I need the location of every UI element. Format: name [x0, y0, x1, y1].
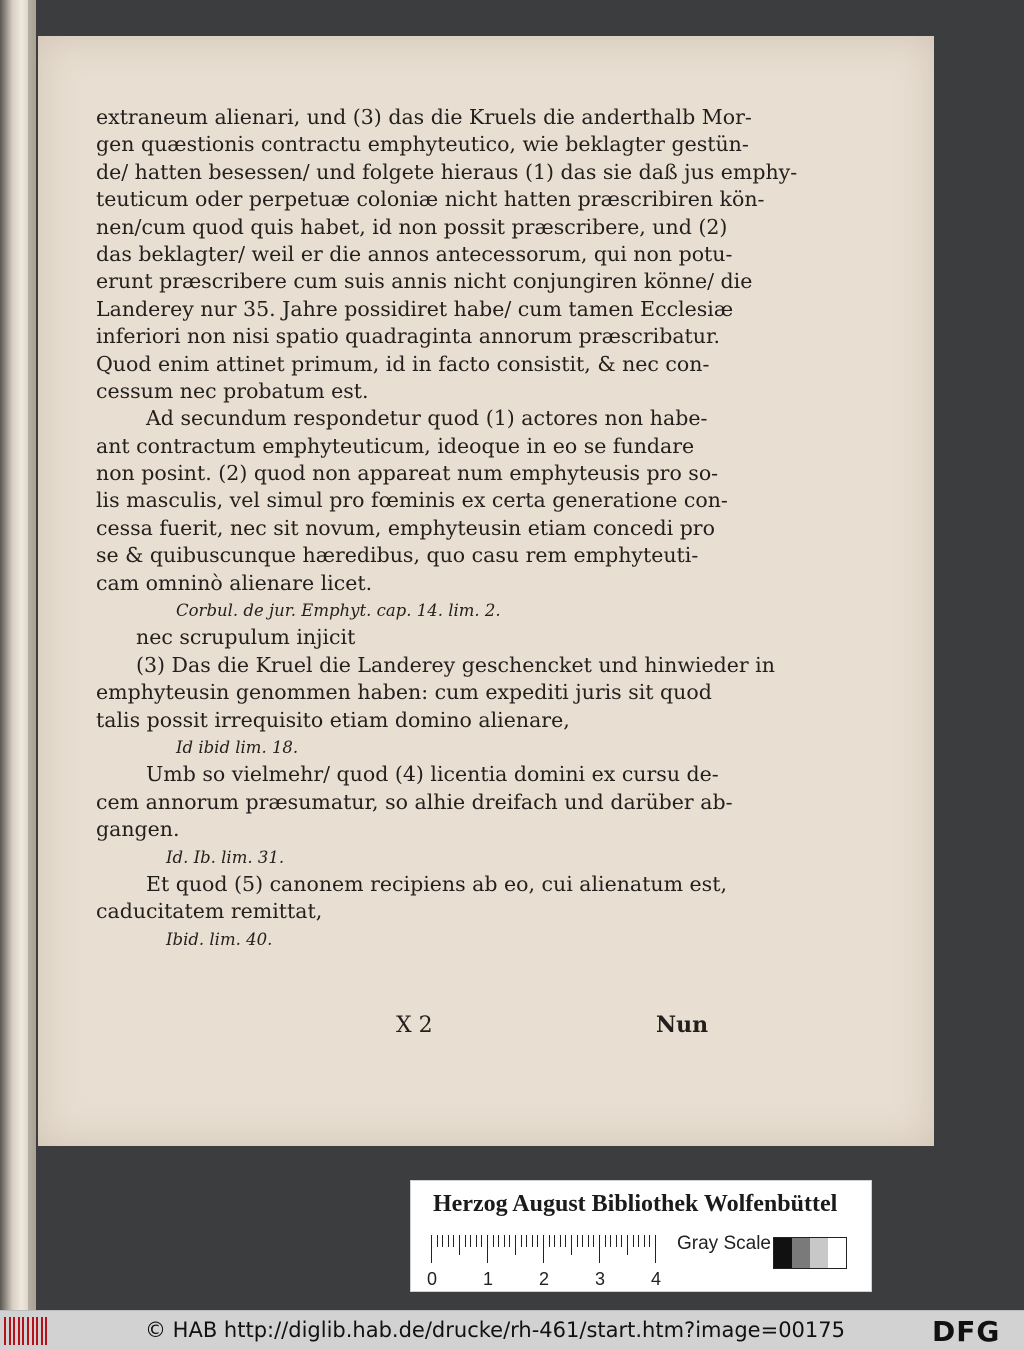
- catchword: Nun: [656, 1012, 709, 1038]
- text-line: nec scrupulum injicit: [136, 625, 356, 650]
- ruler-tick: [638, 1235, 639, 1247]
- ruler-tick: [509, 1235, 510, 1247]
- ruler-number: 4: [651, 1269, 662, 1289]
- book-spine-edge: [28, 0, 36, 1310]
- library-title: Herzog August Bibliothek Wolfenbüttel: [433, 1191, 838, 1217]
- ruler-number: 1: [483, 1269, 494, 1289]
- ruler-tick: [515, 1235, 516, 1255]
- text-line: de/ hatten besessen/ und folgete hieraus (1) das sie daß jus emphy-: [96, 159, 798, 184]
- ruler-tick: [498, 1235, 499, 1247]
- ruler-tick: [476, 1235, 477, 1247]
- logo-bar: [22, 1317, 24, 1345]
- text-line: teuticum oder perpetuæ coloniæ nicht hatten præscribiren kön-: [96, 187, 765, 212]
- ruler-tick: [543, 1235, 544, 1263]
- ruler-tick: [588, 1235, 589, 1247]
- text-line: nen/cum quod quis habet, id non possit præscribere, und (2): [96, 214, 728, 239]
- text-line: emphyteusin genommen haben: cum expediti juris sit quod: [96, 680, 712, 705]
- text-line: gangen.: [96, 817, 180, 842]
- text-line: Ad secundum respondetur quod (1) actores non habe-: [146, 406, 708, 431]
- text-line: talis possit irrequisito etiam domino alienare,: [96, 707, 570, 732]
- gray-scale-label: Gray Scale: [677, 1233, 771, 1254]
- citation: Id ibid lim. 18.: [176, 737, 299, 757]
- ruler-tick: [554, 1235, 555, 1247]
- ruler-tick: [644, 1235, 645, 1247]
- swatch: [774, 1238, 792, 1268]
- ruler-tick: [621, 1235, 622, 1247]
- ruler-tick: [521, 1235, 522, 1247]
- text-line: extraneum alienari, und (3) das die Kruels die anderthalb Mor-: [96, 105, 752, 129]
- swatch: [792, 1238, 810, 1268]
- scale-card: [410, 1180, 872, 1292]
- gray-scale-swatches: [773, 1237, 847, 1269]
- ruler-tick: [537, 1235, 538, 1247]
- ruler-number: 3: [595, 1269, 606, 1289]
- logo-bar: [45, 1317, 47, 1345]
- page-footer: [96, 1012, 716, 1042]
- logo-bar: [27, 1317, 29, 1345]
- ruler-tick: [610, 1235, 611, 1247]
- copyright-url: © HAB http://diglib.hab.de/drucke/rh-461/start.htm?image=00175: [145, 1318, 846, 1342]
- ruler-tick: [582, 1235, 583, 1247]
- ruler-tick: [448, 1235, 449, 1247]
- ruler-tick: [442, 1235, 443, 1247]
- ruler-tick: [627, 1235, 628, 1255]
- viewer-footer-bar: [0, 1310, 1024, 1350]
- logo-bar: [32, 1317, 34, 1345]
- citation: Corbul. de jur. Emphyt. cap. 14. lim. 2.: [176, 601, 501, 621]
- swatch: [810, 1238, 828, 1268]
- ruler-tick: [532, 1235, 533, 1247]
- ruler-tick: [470, 1235, 471, 1247]
- ruler-tick: [565, 1235, 566, 1247]
- ruler-tick: [571, 1235, 572, 1255]
- text-line: cessum nec probatum est.: [96, 378, 369, 403]
- ruler-tick: [504, 1235, 505, 1247]
- text-line: cem annorum præsumatur, so alhie dreifach und darüber ab-: [96, 789, 733, 814]
- signature-mark: X 2: [396, 1013, 433, 1038]
- text-line: gen quæstionis contractu emphyteutico, wie beklagter gestün-: [96, 132, 749, 157]
- text-line: cessa fuerit, nec sit novum, emphyteusin etiam concedi pro: [96, 515, 715, 540]
- text-line: (3) Das die Kruel die Landerey geschencket und hinwieder in: [136, 652, 775, 677]
- text-line: Umb so vielmehr/ quod (4) licentia domini ex cursu de-: [146, 762, 719, 787]
- text-line: caducitatem remittat,: [96, 899, 323, 924]
- ruler-number: 0: [427, 1269, 438, 1289]
- text-line: Et quod (5) canonem recipiens ab eo, cui alienatum est,: [146, 871, 727, 896]
- citation: Id. Ib. lim. 31.: [166, 847, 285, 867]
- text-line: se & quibuscunque hæredibus, quo casu rem emphyteuti-: [96, 543, 699, 568]
- swatch: [828, 1238, 846, 1268]
- text-line: cam omninò alienare licet.: [96, 570, 373, 595]
- ruler-tick: [526, 1235, 527, 1247]
- ruler-tick: [605, 1235, 606, 1247]
- logo-bar: [18, 1317, 20, 1345]
- ruler-tick: [655, 1235, 656, 1263]
- ruler-tick: [487, 1235, 488, 1263]
- text-line: inferiori non nisi spatio quadraginta annorum præscribatur.: [96, 324, 721, 349]
- logo-bar: [36, 1317, 38, 1345]
- text-line: ant contractum emphyteuticum, ideoque in eo se fundare: [96, 433, 695, 458]
- ruler-tick: [560, 1235, 561, 1247]
- ruler-tick: [577, 1235, 578, 1247]
- ruler-tick: [599, 1235, 600, 1263]
- ruler-tick: [593, 1235, 594, 1247]
- ruler: [427, 1235, 671, 1289]
- text-line: lis masculis, vel simul pro fœminis ex certa generatione con-: [96, 488, 728, 513]
- ruler-tick: [549, 1235, 550, 1247]
- hab-barcode-logo-icon: [4, 1317, 48, 1345]
- logo-bar: [4, 1317, 6, 1345]
- text-line: Quod enim attinet primum, id in facto consistit, & nec con-: [96, 351, 710, 376]
- ruler-tick: [437, 1235, 438, 1247]
- ruler-tick: [481, 1235, 482, 1247]
- ruler-tick: [465, 1235, 466, 1247]
- ruler-tick: [633, 1235, 634, 1247]
- ruler-tick: [431, 1235, 432, 1263]
- text-line: das beklagter/ weil er die annos antecessorum, qui non potu-: [96, 241, 733, 266]
- ruler-number: 2: [539, 1269, 550, 1289]
- logo-bar: [41, 1317, 43, 1345]
- text-line: Landerey nur 35. Jahre possidiret habe/ cum tamen Ecclesiæ: [96, 296, 734, 321]
- ruler-tick: [616, 1235, 617, 1247]
- text-line: non posint. (2) quod non appareat num emphyteusis pro so-: [96, 461, 719, 486]
- dfg-logo: DFG: [932, 1315, 1001, 1348]
- page-text-block: [96, 104, 798, 1038]
- ruler-tick: [453, 1235, 454, 1247]
- text-line: erunt præscribere cum suis annis nicht conjungiren könne/ die: [96, 269, 753, 294]
- book-page: [38, 36, 934, 1146]
- ruler-tick: [459, 1235, 460, 1255]
- citation: Ibid. lim. 40.: [166, 929, 273, 949]
- logo-bar: [9, 1317, 11, 1345]
- logo-bar: [13, 1317, 15, 1345]
- ruler-tick: [649, 1235, 650, 1247]
- ruler-tick: [493, 1235, 494, 1247]
